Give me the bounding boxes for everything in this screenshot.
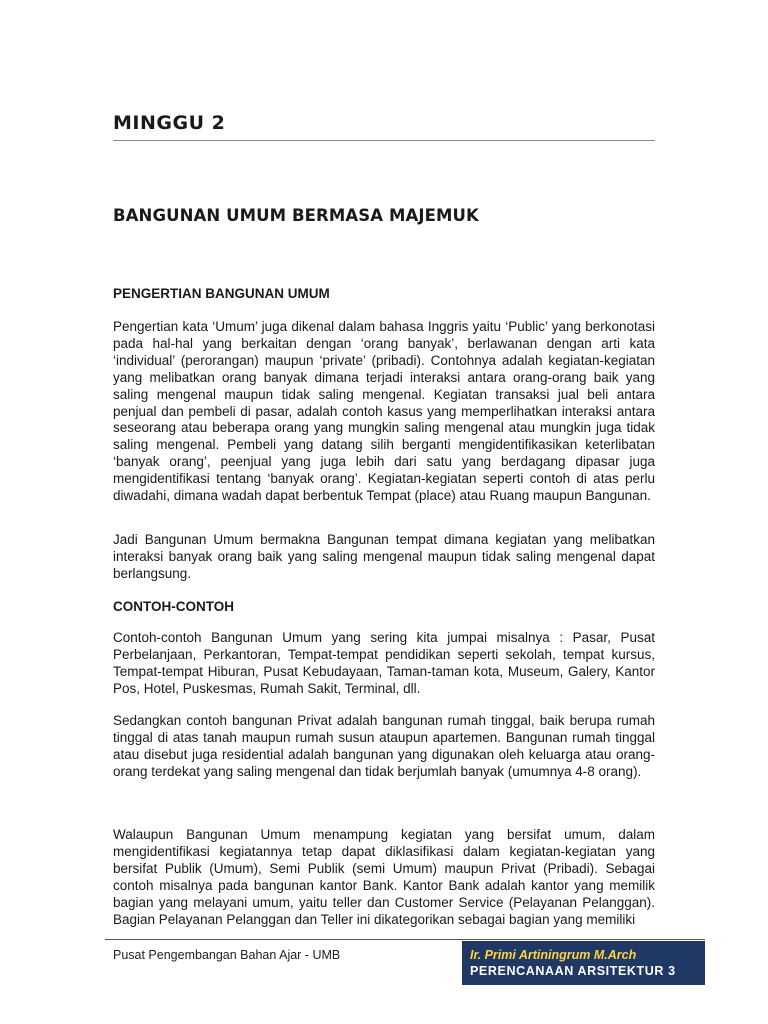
footer-author: Ir. Primi Artiningrum M.Arch <box>470 948 637 962</box>
footer-divider <box>105 939 705 940</box>
paragraph-walaupun: Walaupun Bangunan Umum menampung kegiatan yang bersifat umum, dalam mengidentifikasi kegiatannya tetap dapat diklasifikasi dalam kegiatan-kegiatan yang bersifat Publik (Umum), Semi Publik (semi Umum) maupun Privat (Pribadi). Sebagai contoh misalnya pada bangunan kantor Bank. Kantor Bank adalah kantor yang memilik bagian yang melayani umum, yaitu teller dan Customer Service (Pelayanan Pelanggan). Bagian Pelayanan Pelanggan dan Teller ini dikategorikan sebagai bagian yang memiliki <box>113 827 655 927</box>
subsection-title-contoh: CONTOH-CONTOH <box>113 599 234 614</box>
section-title: BANGUNAN UMUM BERMASA MAJEMUK <box>113 206 479 225</box>
footer-course: PERENCANAAN ARSITEKTUR 3 <box>470 964 676 978</box>
paragraph-pengertian: Pengertian kata ‘Umum’ juga dikenal dalam bahasa Inggris yaitu ‘Public’ yang berkonotasi pada hal-hal yang berkaitan dengan ‘orang banyak’, berlawanan dengan arti kata ‘individual’ (perorangan) maupun ‘private’ (pribadi). Contohnya adalah kegiatan-kegiatan yang melibatkan orang banyak dimana terjadi interaksi antara orang-orang baik yang saling mengenal maupun tidak saling mengenal. Kegiatan transaksi jual beli antara penjual dan pembeli di pasar, adalah contoh kasus yang memperlihatkan interaksi antara seseorang atau beberapa orang yang mungkin saling mengenal atau mungkin juga tidak saling mengenal. Pembeli yang datang silih berganti mengidentifikasikan keterlibatan ‘banyak orang’, peenjual yang juga lebih dari satu yang berdagang dipasar juga mengidentifikasi tentang ‘banyak orang’. Kegiatan-kegiatan seperti contoh di atas perlu diwadahi, dimana wadah dapat berbentuk Tempat (place) atau Ruang maupun Bangunan. <box>113 319 655 504</box>
chapter-title: MINGGU 2 <box>113 112 655 141</box>
subsection-title-pengertian: PENGERTIAN BANGUNAN UMUM <box>113 286 330 301</box>
paragraph-contoh-privat: Sedangkan contoh bangunan Privat adalah bangunan rumah tinggal, baik berupa rumah tinggal di atas tanah maupun rumah susun ataupun apartemen. Bangunan rumah tinggal atau disebut juga residential adalah bangunan yang digunakan oleh keluarga atau orang-orang terdekat yang saling mengenal dan tidak berjumlah banyak (umumnya 4-8 orang). <box>113 713 655 779</box>
paragraph-contoh-umum: Contoh-contoh Bangunan Umum yang sering kita jumpai misalnya : Pasar, Pusat Perbelanjaan, Perkantoran, Tempat-tempat pendidikan seperti sekolah, tempat kursus, Tempat-tempat Hiburan, Pusat Kebudayaan, Taman-taman kota, Museum, Galery, Kantor Pos, Hotel, Puskesmas, Rumah Sakit, Terminal, dll. <box>113 630 655 696</box>
footer-course-box <box>462 941 705 985</box>
footer-publisher: Pusat Pengembangan Bahan Ajar - UMB <box>113 948 341 962</box>
paragraph-jadi: Jadi Bangunan Umum bermakna Bangunan tempat dimana kegiatan yang melibatkan interaksi banyak orang baik yang saling mengenal maupun tidak saling mengenal dapat berlangsung. <box>113 532 655 581</box>
